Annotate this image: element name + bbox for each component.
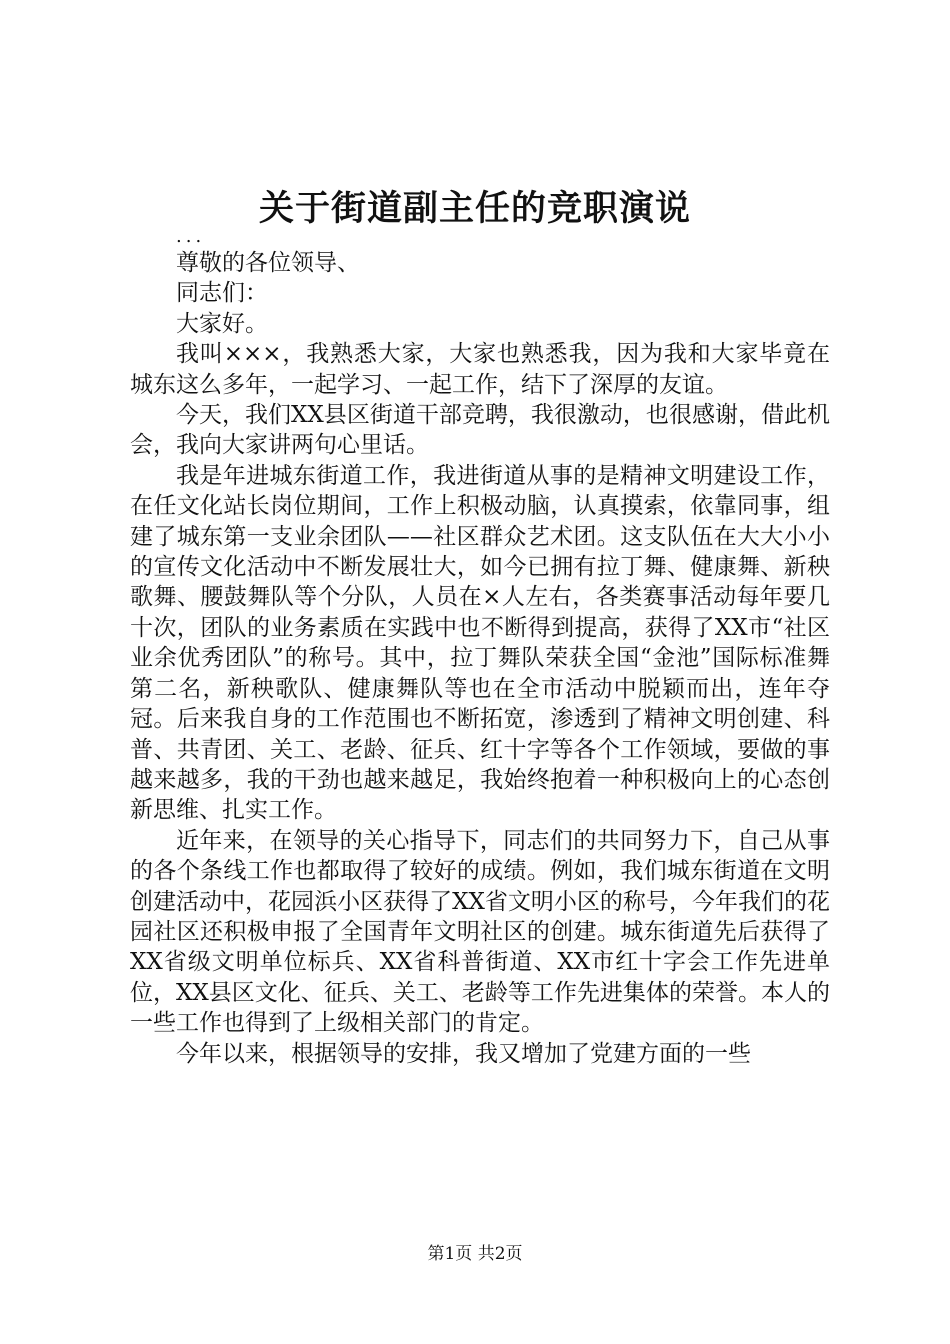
document-title: 关于街道副主任的竞职演说: [258, 188, 691, 229]
body-paragraph: 今年以来，根据领导的安排，我又增加了党建方面的一些: [176, 1040, 751, 1067]
greeting: 大家好。: [176, 310, 268, 337]
body-paragraph: 我是年进城东街道工作，我进街道从事的是精神文明建设工作，在任文化站长岗位期间，工作上积极动脑，认真摸索，依靠同事，组建了城东第一支业余团队——社区群众艺术团。这支队伍在大大小小的宣传文化活动中不断发展壮大，如今已拥有拉丁舞、健康舞、新秧歌舞、腰鼓舞队等个分队，人员在×人左右，各类赛事活动每年要几十次，团队的业务素质在实践中也不断得到提高，获得了XX市“社区业余优秀团队”的称号。其中，拉丁舞队荣获全国“金池”国际标准舞第二名，新秧歌队、健康舞队等也在全市活动中脱颖而出，连年夺冠。后来我自身的工作范围也不断拓宽，渗透到了精神文明创建、科普、共青团、关工、老龄、征兵、红十字等各个工作领域，要做的事越来越多，我的干劲也越来越足，我始终抱着一种积极向上的心态创新思维、扎实工作。: [130, 462, 830, 824]
body-paragraph: 近年来，在领导的关心指导下，同志们的共同努力下，自己从事的各个条线工作也都取得了较好的成绩。例如，我们城东街道在文明创建活动中，花园浜小区获得了XX省文明小区的称号，今年我们的花园社区还积极申报了全国青年文明社区的创建。城东街道先后获得了XX省级文明单位标兵、XX省科普街道、XX市红十字会工作先进单位，XX县区文化、征兵、关工、老龄等工作先进集体的荣誉。本人的一些工作也得到了上级相关部门的肯定。: [130, 827, 830, 1037]
ellipsis-line: ...: [176, 226, 206, 247]
body-paragraph: 今天，我们XX县区街道干部竞聘，我很激动，也很感谢，借此机会，我向大家讲两句心里话。: [130, 402, 830, 459]
document-body: [130, 226, 830, 1069]
body-paragraph: 我叫×××，我熟悉大家，大家也熟悉我，因为我和大家毕竟在城东这么多年，一起学习、一起工作，结下了深厚的友谊。: [130, 341, 830, 398]
salutation-leaders: 尊敬的各位领导、: [176, 250, 360, 276]
salutation-comrades: 同志们：: [176, 280, 268, 307]
page-footer: 第1页 共2页: [427, 1244, 523, 1264]
